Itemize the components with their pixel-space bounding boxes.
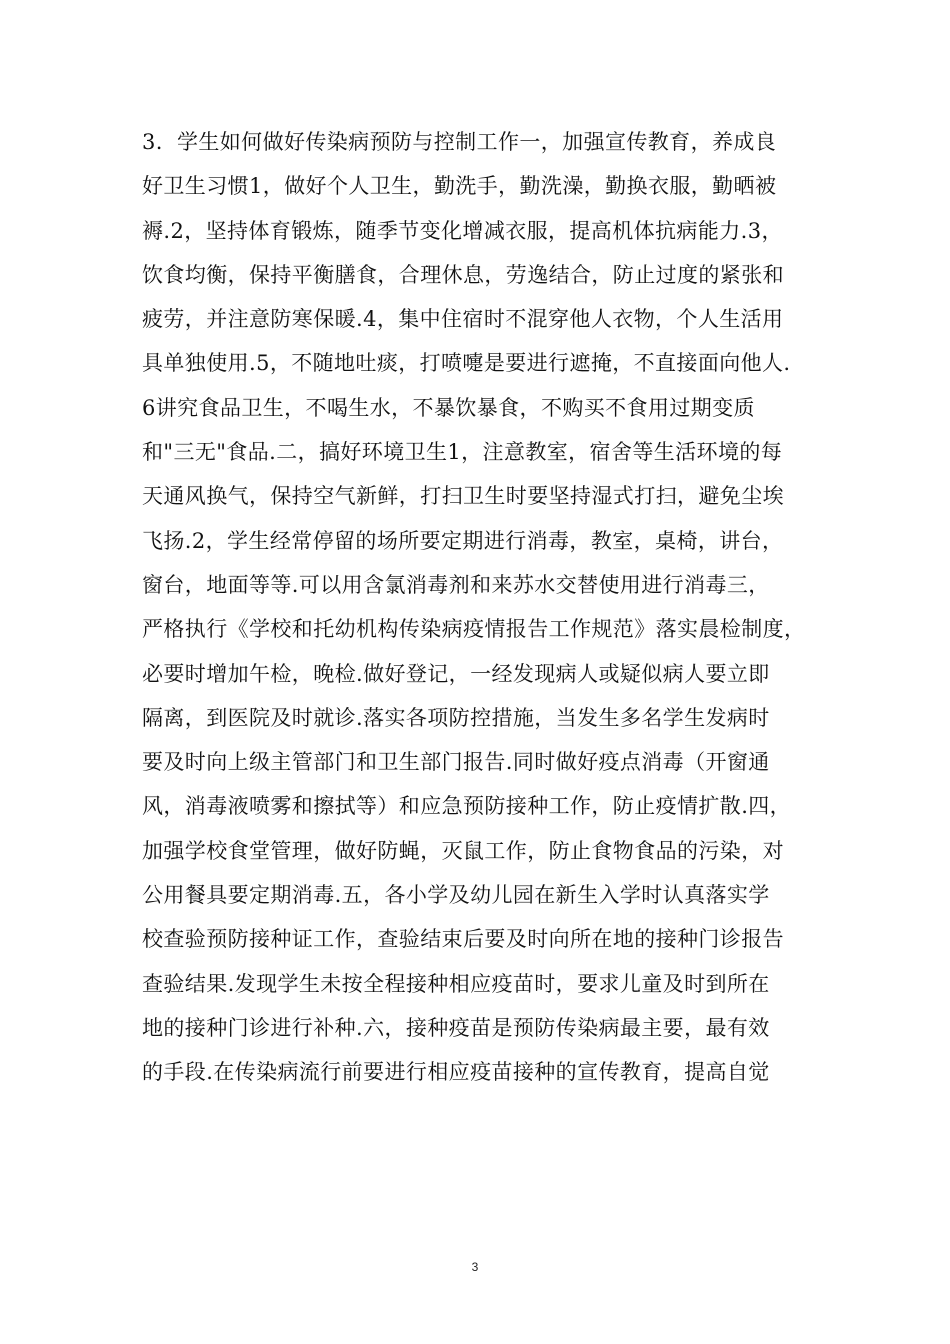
text-line: 查验结果.发现学生未按全程接种相应疫苗时，要求儿童及时到所在 xyxy=(142,971,770,996)
text-line: 6讲究食品卫生，不喝生水，不暴饮暴食，不购买不食用过期变质 xyxy=(142,395,755,420)
text-line: 风，消毒液喷雾和擦拭等）和应急预防接种工作，防止疫情扩散.四， xyxy=(142,794,792,819)
text-line: 加强学校食堂管理，做好防蝇，灭鼠工作，防止食物食品的污染，对 xyxy=(142,838,784,863)
text-line: 和"三无"食品.二，搞好环境卫生1，注意教室，宿舍等生活环境的每 xyxy=(142,440,783,465)
text-line: 公用餐具要定期消毒.五，各小学及幼儿园在新生入学时认真落实学 xyxy=(142,883,770,908)
text-line: 饮食均衡，保持平衡膳食，合理休息，劳逸结合，防止过度的紧张和 xyxy=(142,262,784,287)
text-line: 校查验预防接种证工作，查验结束后要及时向所在地的接种门诊报告 xyxy=(142,927,784,952)
page-number: 3 xyxy=(471,1260,479,1274)
text-line: 要及时向上级主管部门和卫生部门报告.同时做好疫点消毒（开窗通 xyxy=(142,750,770,775)
text-line: 的手段.在传染病流行前要进行相应疫苗接种的宣传教育，提高自觉 xyxy=(142,1060,770,1085)
text-line: 褥.2，坚持体育锻炼，随季节变化增减衣服，提高机体抗病能力.3， xyxy=(142,218,783,243)
text-line: 疲劳，并注意防寒保暖.4，集中住宿时不混穿他人衣物，个人生活用 xyxy=(142,307,784,332)
text-line: 天通风换气，保持空气新鲜，打扫卫生时要坚持湿式打扫，避免尘埃 xyxy=(142,484,784,509)
text-line: 窗台，地面等等.可以用含氯消毒剂和来苏水交替使用进行消毒三， xyxy=(142,572,770,597)
text-line: 严格执行《学校和托幼机构传染病疫情报告工作规范》落实晨检制度， xyxy=(142,617,806,642)
text-line: 必要时增加午检，晚检.做好登记，一经发现病人或疑似病人要立即 xyxy=(142,661,770,686)
body-text xyxy=(142,120,832,1095)
text-line: 具单独使用.5，不随地吐痰，打喷嚏是要进行遮掩，不直接面向他人. xyxy=(142,351,791,376)
text-line: 3. 学生如何做好传染病预防与控制工作一，加强宣传教育，养成良 xyxy=(142,130,777,154)
text-line: 好卫生习惯1，做好个人卫生，勤洗手，勤洗澡，勤换衣服，勤晒被 xyxy=(142,174,777,199)
text-line: 地的接种门诊进行补种.六，接种疫苗是预防传染病最主要，最有效 xyxy=(142,1015,770,1040)
text-line: 飞扬.2，学生经常停留的场所要定期进行消毒，教室，桌椅，讲台， xyxy=(142,528,784,553)
text-line: 隔离，到医院及时就诊.落实各项防控措施，当发生多名学生发病时 xyxy=(142,705,770,730)
